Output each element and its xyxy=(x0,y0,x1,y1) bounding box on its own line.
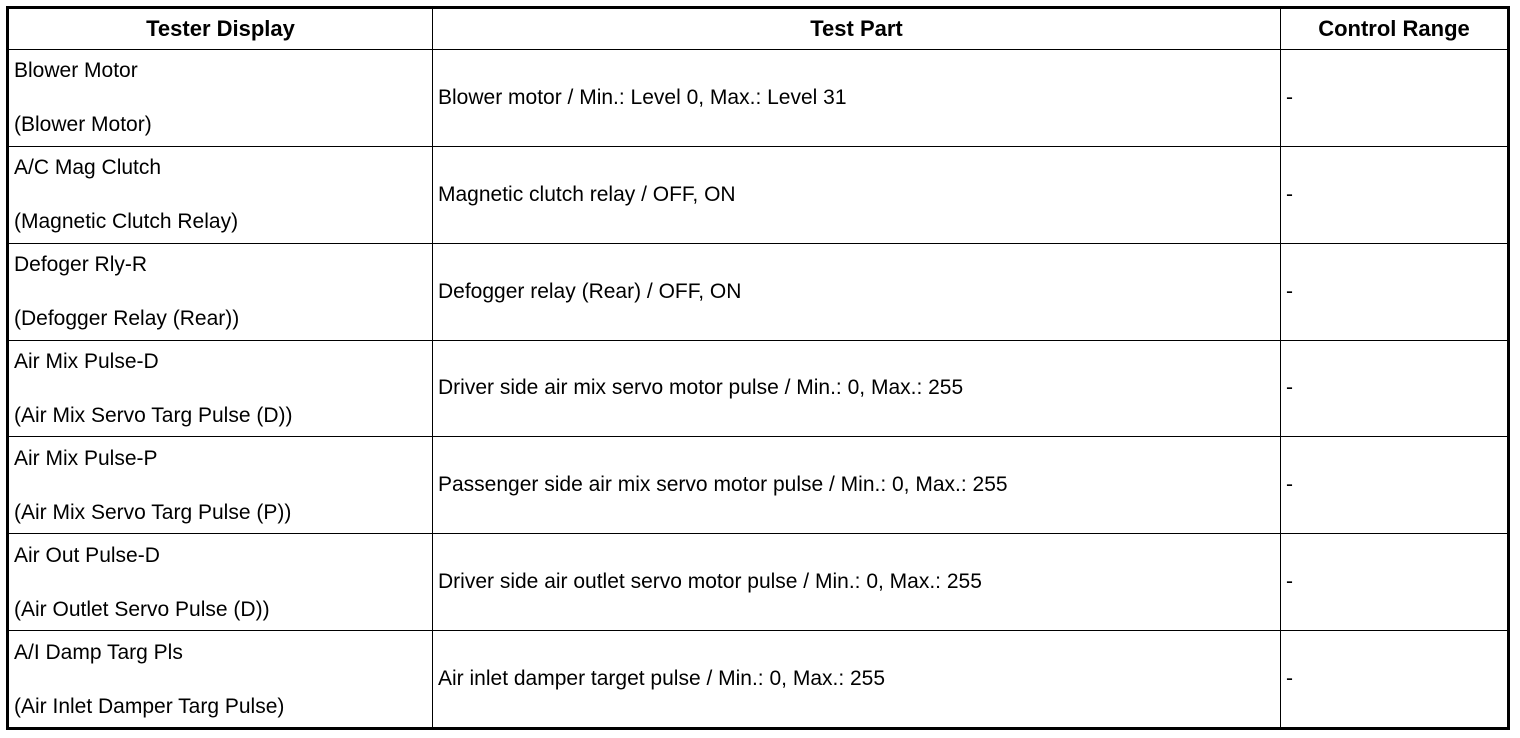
tester-name: Air Mix Pulse-D xyxy=(14,349,159,373)
control-range-cell: - xyxy=(1281,50,1509,147)
tester-description: (Magnetic Clutch Relay) xyxy=(14,210,239,234)
tester-display-cell xyxy=(8,437,433,534)
tester-display-cell xyxy=(8,340,433,437)
tester-description: (Air Outlet Servo Pulse (D)) xyxy=(14,597,270,621)
control-range-cell: - xyxy=(1281,534,1509,631)
control-range-cell: - xyxy=(1281,437,1509,534)
tester-display-cell xyxy=(8,146,433,243)
test-part-cell: Blower motor / Min.: Level 0, Max.: Level 31 xyxy=(433,50,1281,147)
tester-description: (Air Inlet Damper Targ Pulse) xyxy=(14,694,285,718)
header-row xyxy=(8,8,1509,50)
tester-description: (Blower Motor) xyxy=(14,113,152,137)
test-part-cell: Passenger side air mix servo motor pulse / Min.: 0, Max.: 255 xyxy=(433,437,1281,534)
tester-display-cell xyxy=(8,243,433,340)
test-part-cell: Defogger relay (Rear) / OFF, ON xyxy=(433,243,1281,340)
table-row xyxy=(8,243,1509,340)
header-test-part: Test Part xyxy=(433,8,1281,50)
control-range-cell: - xyxy=(1281,243,1509,340)
tester-display-cell xyxy=(8,534,433,631)
tester-name: Air Out Pulse-D xyxy=(14,543,160,567)
control-range-cell: - xyxy=(1281,631,1509,729)
tester-name: Defoger Rly-R xyxy=(14,253,148,277)
table-row xyxy=(8,50,1509,147)
test-part-cell: Air inlet damper target pulse / Min.: 0, Max.: 255 xyxy=(433,631,1281,729)
test-part-cell: Driver side air outlet servo motor pulse / Min.: 0, Max.: 255 xyxy=(433,534,1281,631)
table-row xyxy=(8,534,1509,631)
table-row xyxy=(8,437,1509,534)
active-test-table xyxy=(6,6,1510,730)
test-part-cell: Driver side air mix servo motor pulse / Min.: 0, Max.: 255 xyxy=(433,340,1281,437)
test-part-cell: Magnetic clutch relay / OFF, ON xyxy=(433,146,1281,243)
tester-description: (Air Mix Servo Targ Pulse (D)) xyxy=(14,403,293,427)
tester-display-cell xyxy=(8,50,433,147)
header-control-range: Control Range xyxy=(1281,8,1509,50)
tester-name: A/I Damp Targ Pls xyxy=(14,640,183,664)
tester-name: Air Mix Pulse-P xyxy=(14,446,158,470)
header-tester-display: Tester Display xyxy=(8,8,433,50)
control-range-cell: - xyxy=(1281,340,1509,437)
table-row xyxy=(8,631,1509,729)
tester-name: A/C Mag Clutch xyxy=(14,156,162,180)
tester-description: (Air Mix Servo Targ Pulse (P)) xyxy=(14,500,292,524)
table-row xyxy=(8,146,1509,243)
tester-display-cell xyxy=(8,631,433,729)
tester-name: Blower Motor xyxy=(14,59,138,83)
control-range-cell: - xyxy=(1281,146,1509,243)
table-row xyxy=(8,340,1509,437)
tester-description: (Defogger Relay (Rear)) xyxy=(14,307,240,331)
